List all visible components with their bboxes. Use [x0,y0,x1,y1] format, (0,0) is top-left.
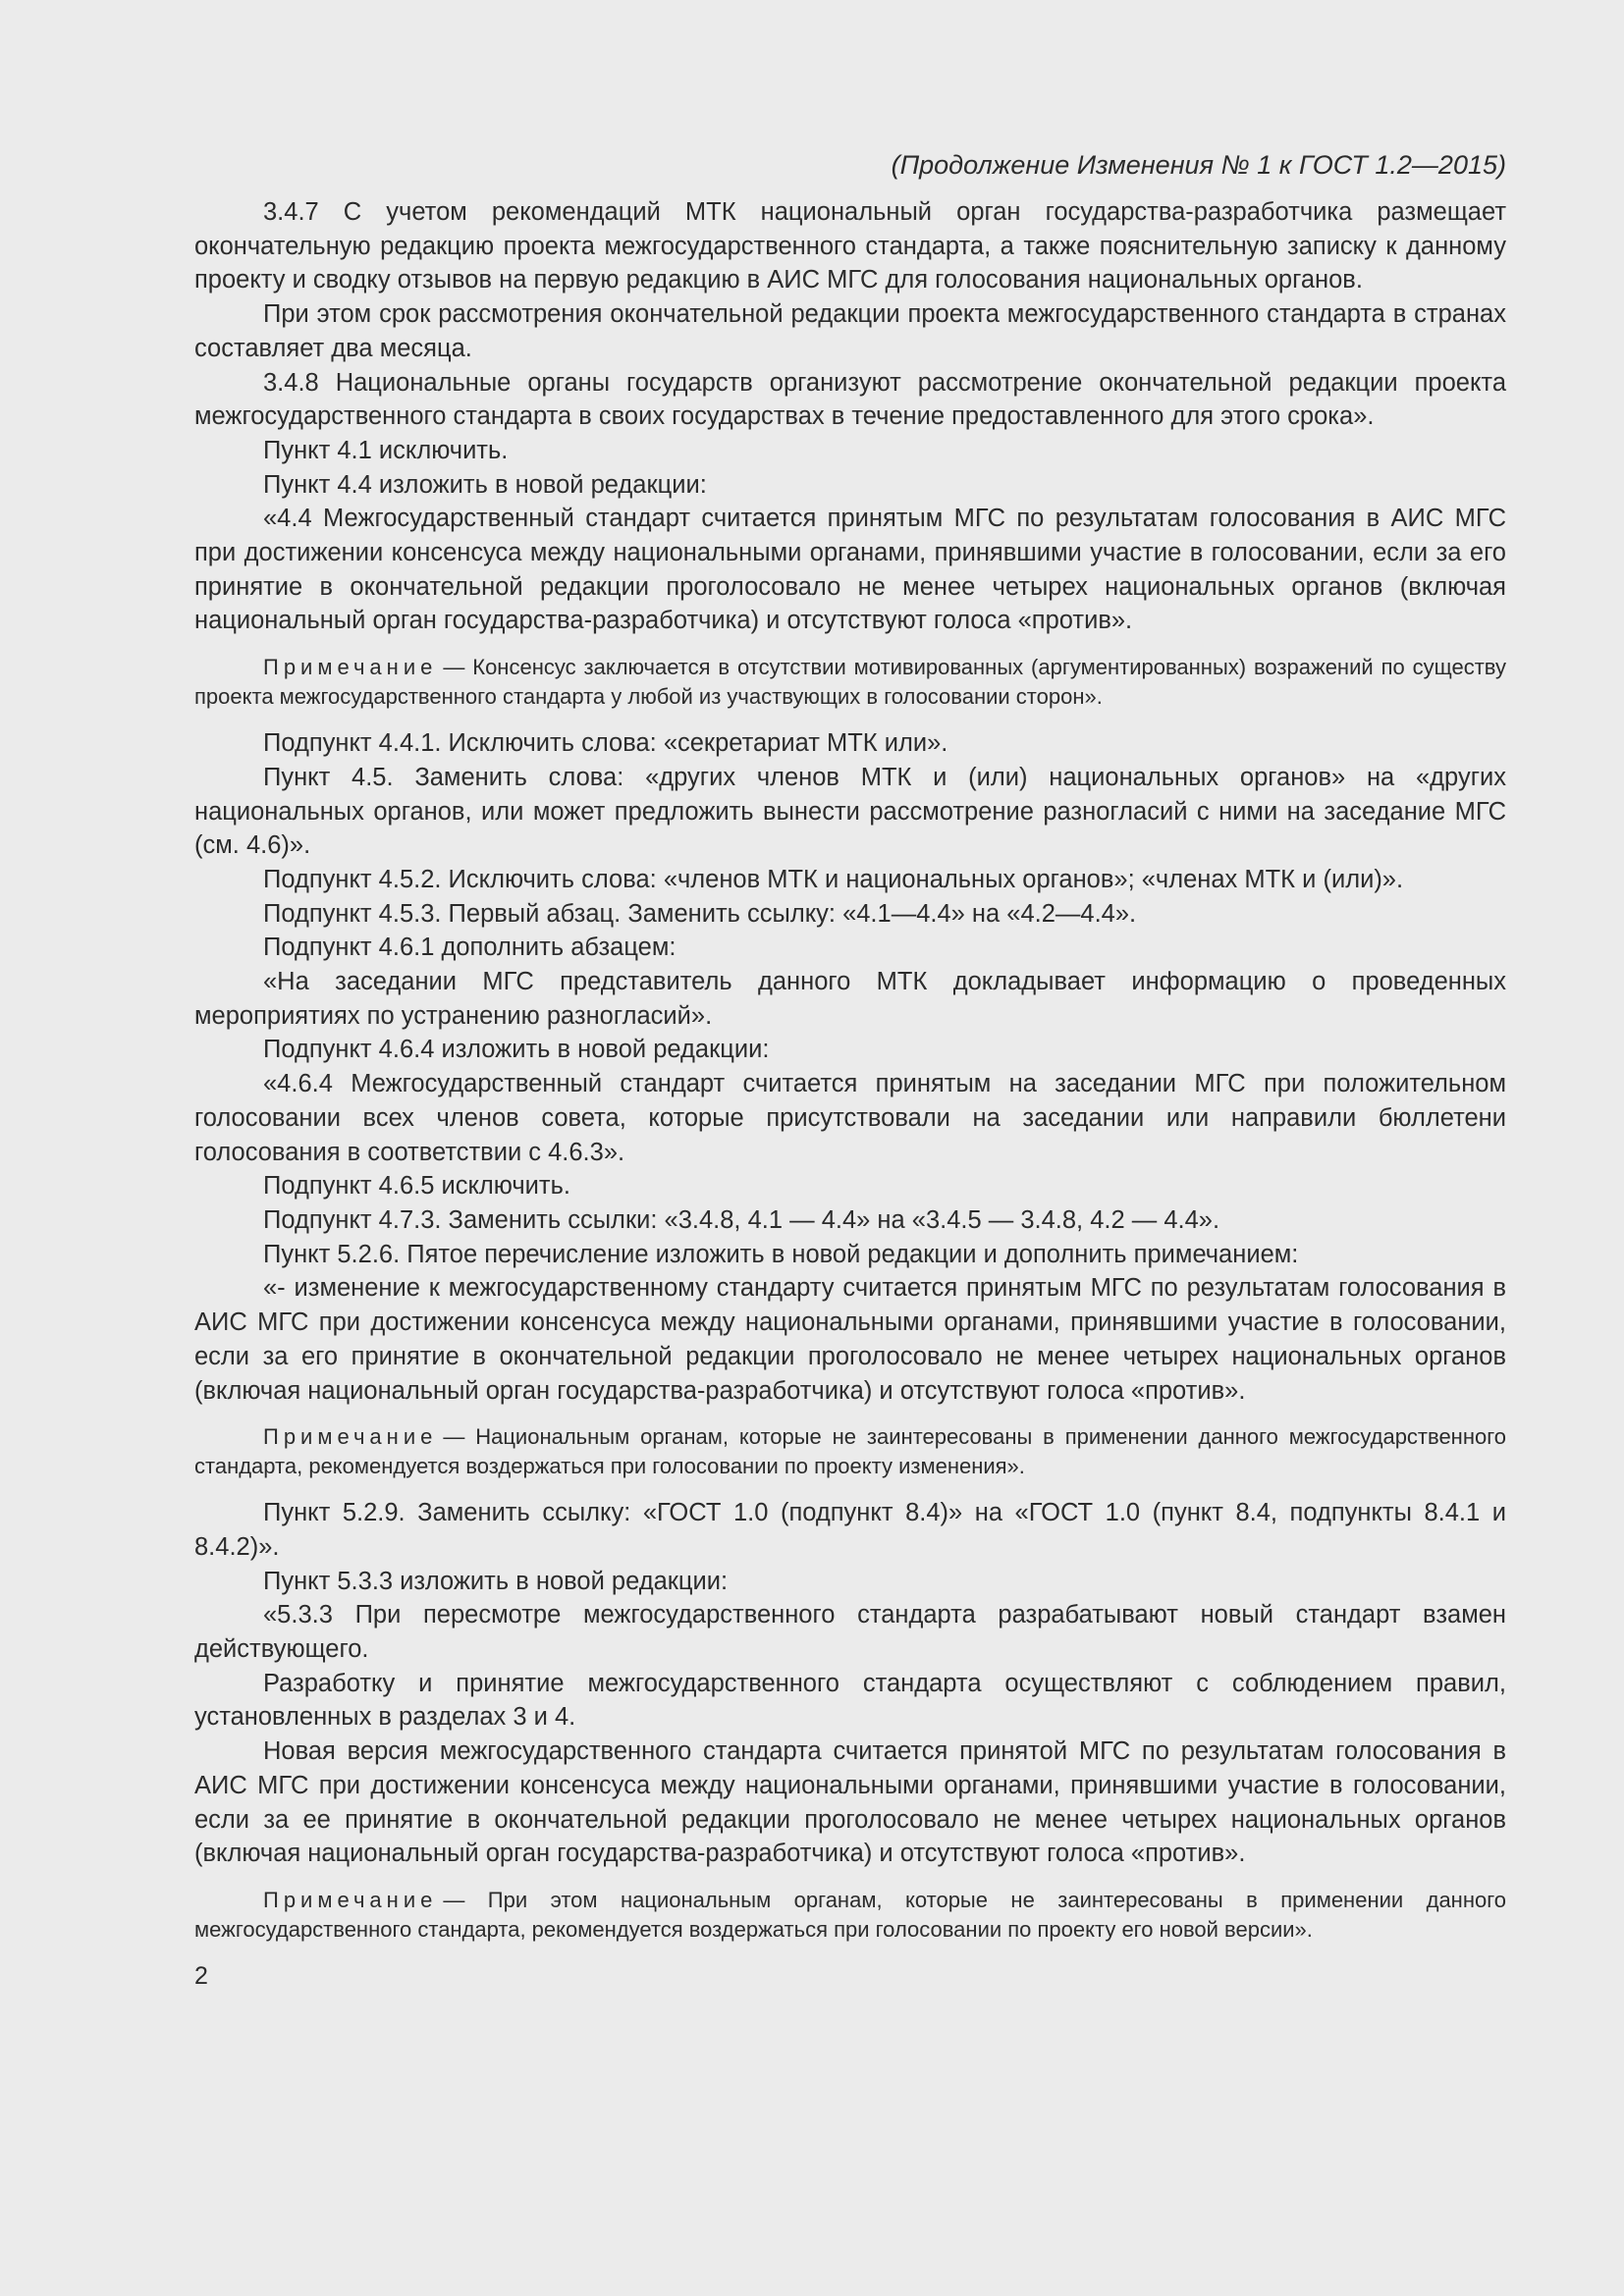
paragraph: Подпункт 4.6.5 исключить. [263,1172,570,1201]
note-paragraph [194,1422,1506,1481]
paragraph: Пункт 4.5. Заменить слова: «других членов МТК и (или) национальных органов» на «других национальных органов, или может предложить вынести рассмотрение разногласий с ними на заседание МГС (см. 4.6)». [194,763,1506,860]
paragraph: Пункт 5.2.9. Заменить ссылку: «ГОСТ 1.0 (подпункт 8.4)» на «ГОСТ 1.0 (пункт 8.4, подпункты 8.4.1 и 8.4.2)». [194,1499,1506,1561]
paragraph: Подпункт 4.6.4 изложить в новой редакции: [263,1036,770,1064]
paragraph: Подпункт 4.7.3. Заменить ссылки: «3.4.8, 4.1 — 4.4» на «3.4.5 — 3.4.8, 4.2 — 4.4». [263,1205,1220,1234]
paragraph: «4.4 Межгосударственный стандарт считается принятым МГС по результатам голосования в АИС МГС при достижении консенсуса между национальными органами, принявшими участие в голосовании, если за его принятие в окончательной редакции проголосовало не менее четырех национальных органов (включая национальный орган государства-разработчика) и отсутствуют голоса «против». [194,505,1506,635]
running-header: (Продолжение Изменения № 1 к ГОСТ 1.2—2015) [891,150,1506,180]
paragraph: Новая версия межгосударственного стандарта считается принятой МГС по результатам голосования в АИС МГС при достижении консенсуса между национальными органами, принявшими участие в голосовании, если за ее принятие в окончательной редакции проголосовало не менее четырех национальных органов (включая национальный орган государства-разработчика) и отсутствуют голоса «против». [194,1737,1506,1868]
page-number: 2 [194,1961,208,1990]
paragraph: Пункт 4.1 исключить. [263,436,509,464]
paragraph: При этом срок рассмотрения окончательной редакции проекта межгосударственного стандарта в странах составляет два месяца. [194,300,1506,362]
note-text: — Консенсус заключается в отсутствии мотивированных (аргументированных) возражений по существу проекта межгосударственного стандарта у любой из участвующих в голосовании сторон». [194,655,1506,710]
note-label: Примечание [263,655,438,680]
paragraph: 3.4.8 Национальные органы государств организуют рассмотрение окончательной редакции проекта межгосударственного стандарта в своих государствах в течение предоставленного для этого срока». [194,368,1506,431]
paragraph: Пункт 4.4 изложить в новой редакции: [263,470,707,499]
paragraph: Подпункт 4.6.1 дополнить абзацем: [263,934,677,962]
note-paragraph [194,1886,1506,1945]
paragraph: Подпункт 4.5.2. Исключить слова: «членов МТК и национальных органов»; «членах МТК и (или)». [263,865,1404,893]
note-text: — Национальным органам, которые не заинтересованы в применении данного межгосударственного стандарта, рекомендуется воздержаться при голосовании по проекту изменения». [194,1424,1506,1479]
paragraph: Пункт 5.3.3 изложить в новой редакции: [263,1567,729,1595]
paragraph: 3.4.7 С учетом рекомендаций МТК национальный орган государства-разработчика размещает окончательную редакцию проекта межгосударственного стандарта, а также пояснительную записку к данному проекту и сводку отзывов на первую редакцию в АИС МГС для голосования национальных органов. [194,198,1506,294]
paragraph: Подпункт 4.4.1. Исключить слова: «секретариат МТК или». [263,729,948,758]
paragraph: Пункт 5.2.6. Пятое перечисление изложить в новой редакции и дополнить примечанием: [263,1240,1299,1268]
paragraph: «4.6.4 Межгосударственный стандарт считается принятым на заседании МГС при положительном голосовании всех членов совета, которые присутствовали на заседании или направили бюллетени голосования в соответствии с 4.6.3». [194,1070,1506,1166]
note-paragraph [194,653,1506,712]
note-label: Примечание [263,1424,438,1450]
paragraph: Подпункт 4.5.3. Первый абзац. Заменить ссылку: «4.1—4.4» на «4.2—4.4». [263,899,1137,928]
page-content [194,149,1506,1993]
paragraph: «5.3.3 При пересмотре межгосударственного стандарта разрабатывают новый стандарт взамен действующего. [194,1601,1506,1664]
note-text: — При этом национальным органам, которые не заинтересованы в применении данного межгосударственного стандарта, рекомендуется воздержаться при голосовании по проекту его новой версии». [194,1887,1506,1942]
note-label: Примечание [263,1887,438,1912]
paragraph: «- изменение к межгосударственному стандарту считается принятым МГС по результатам голосования в АИС МГС при достижении консенсуса между национальными органами, принявшими участие в голосовании, если за его принятие в окончательной редакции проголосовало не менее четырех национальных органов (включая национальный орган государства-разработчика) и отсутствуют голоса «против». [194,1274,1506,1405]
paragraph: «На заседании МГС представитель данного МТК докладывает информацию о проведенных мероприятиях по устранению разногласий». [194,968,1506,1030]
paragraph: Разработку и принятие межгосударственного стандарта осуществляют с соблюдением правил, установленных в разделах 3 и 4. [194,1669,1506,1732]
